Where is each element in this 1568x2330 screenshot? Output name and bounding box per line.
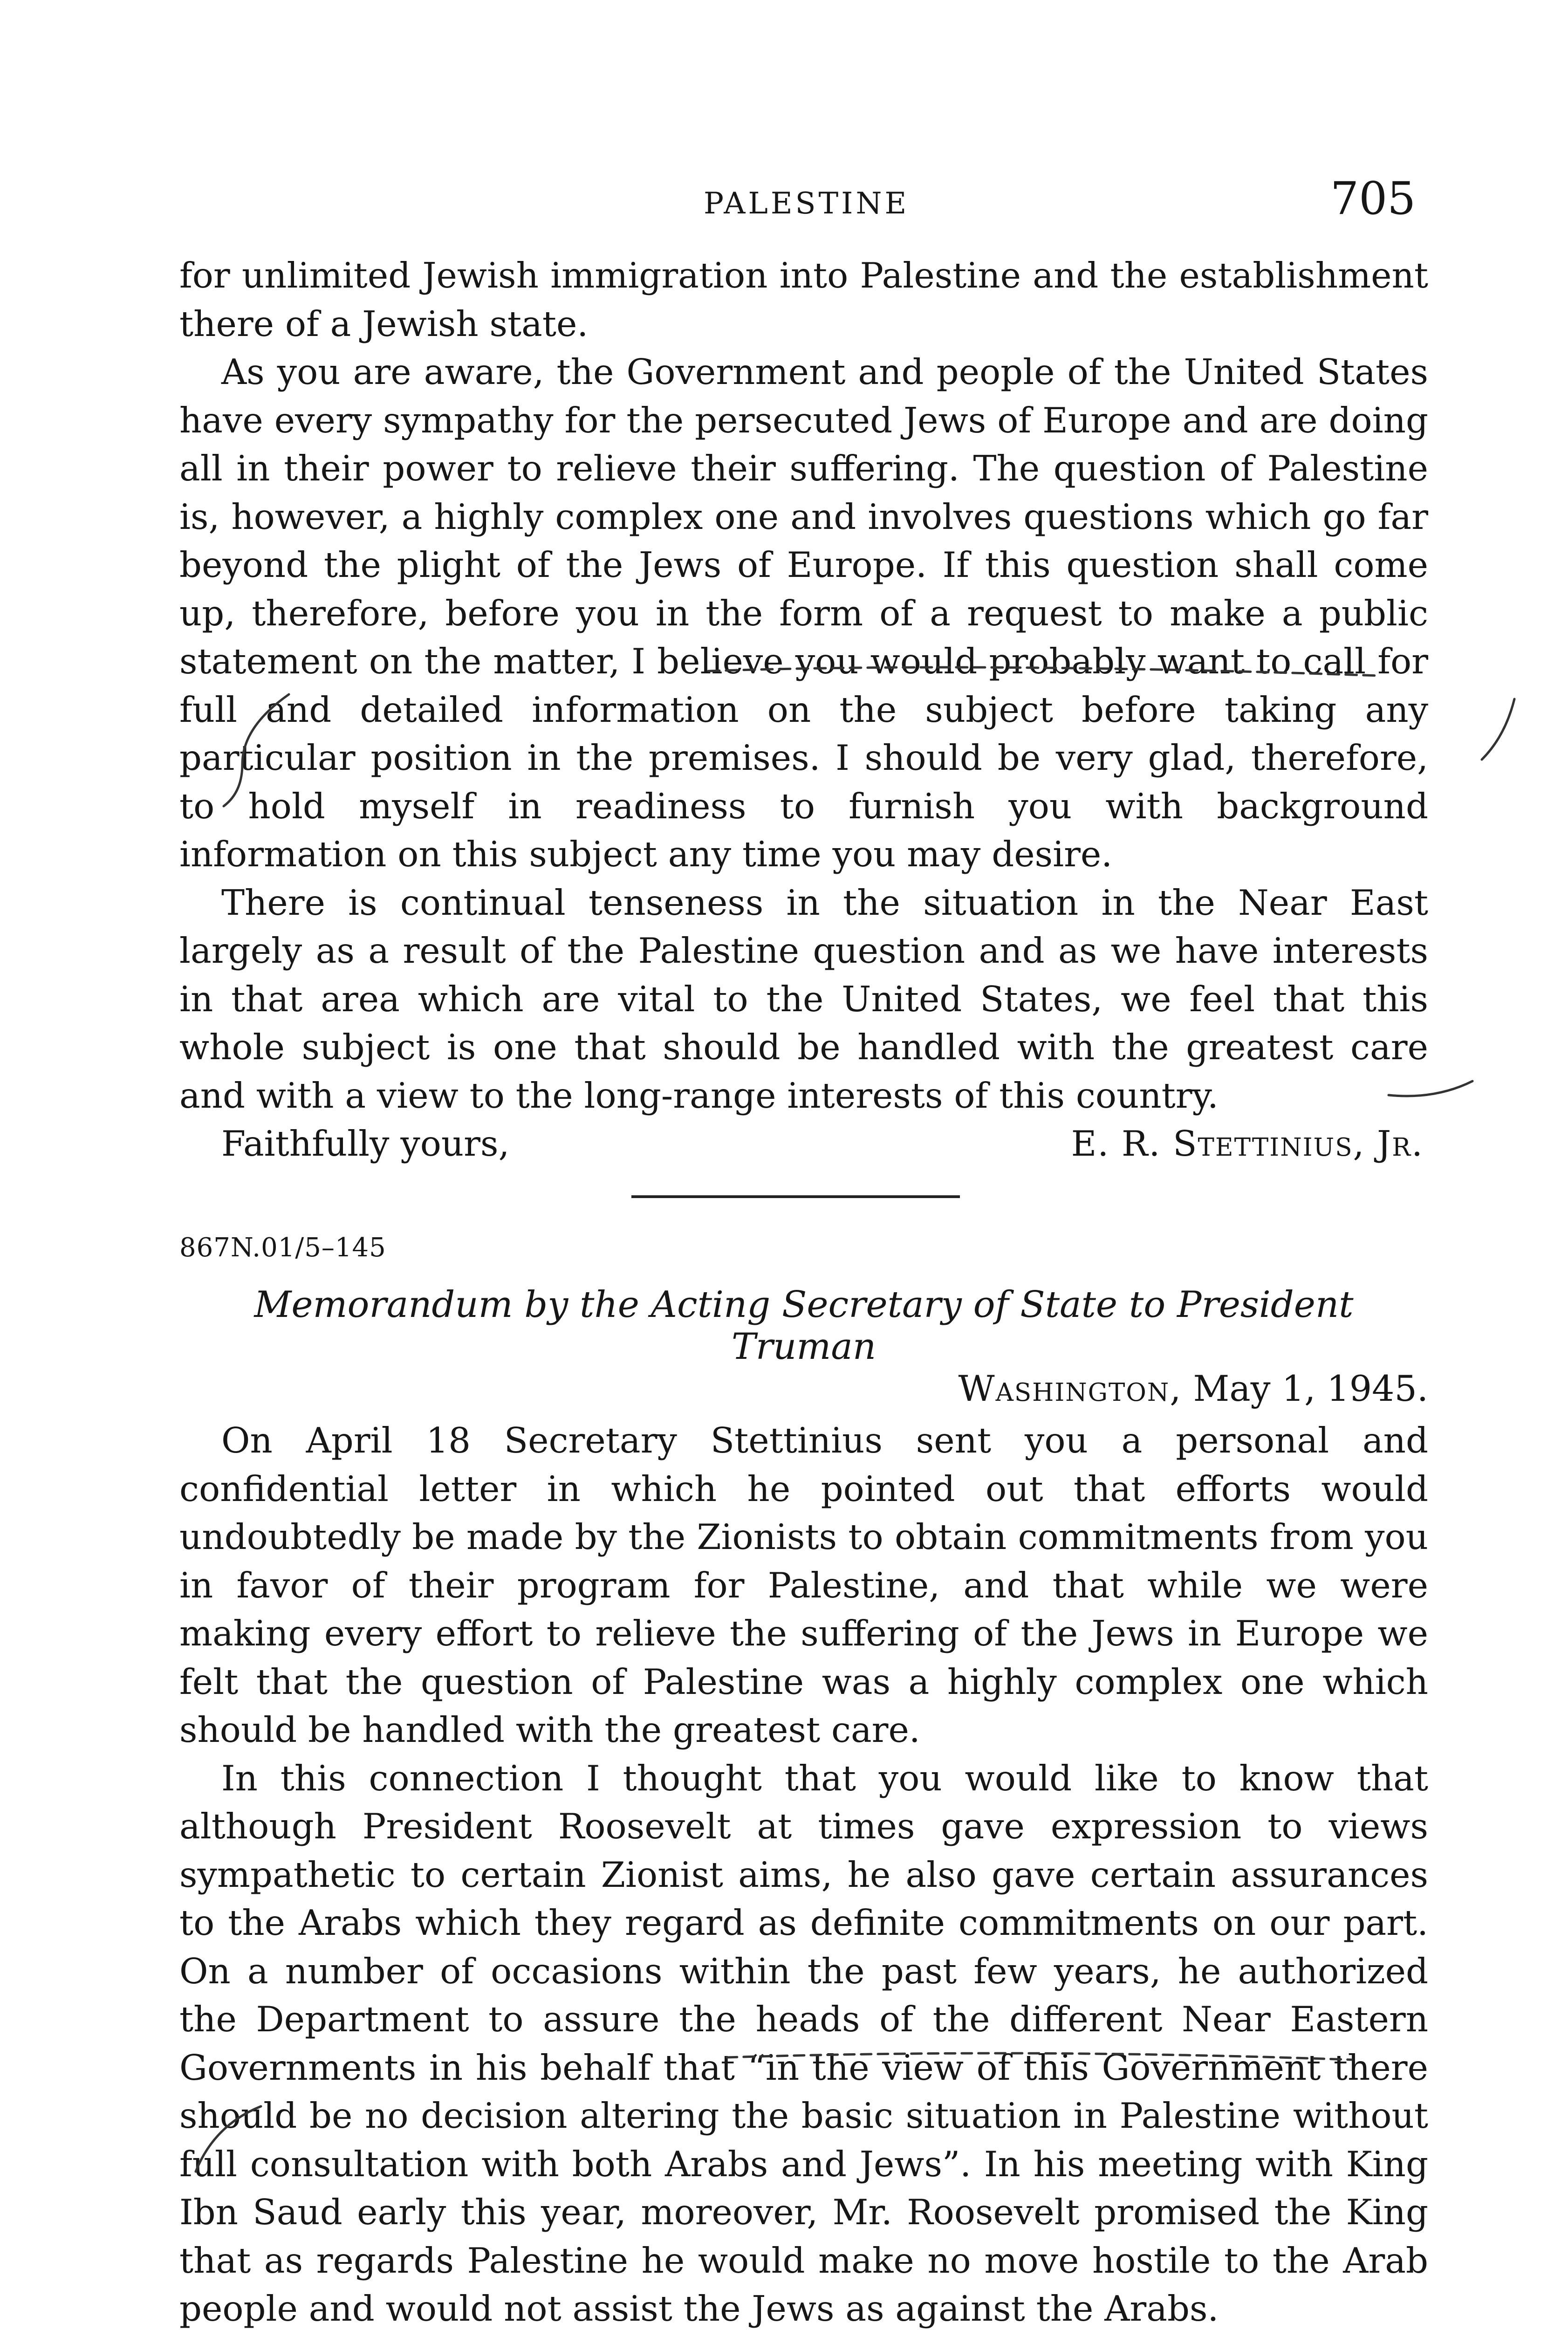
memo-title: Memorandum by the Acting Secretary of State to President Truman [254, 1284, 1354, 1368]
letter-paragraph-1: for unlimited Jewish immigration into Palestine and the establishment there of a Jewish state. [179, 255, 1428, 344]
memo-paragraph-1: On April 18 Secretary Stettinius sent you a personal and confidential letter in which he pointed out that efforts would undoubtedly be made by the Zionists to obtain commitments from you in favor of their program for Palestine, and that while we were making every effort to relieve the suffering of the Jews in Europe we felt that the question of Palestine was a highly complex one which should be handled with the greatest care. [179, 1420, 1428, 1750]
memo-body [179, 1417, 1428, 2330]
page-number: 705 [1330, 172, 1416, 225]
section-divider [631, 1195, 960, 1198]
complimentary-close: Faithfully yours, [221, 1123, 510, 1164]
running-head: PALESTINE [704, 186, 910, 221]
memo-paragraph-2: In this connection I thought that you would like to know that although President Roosevelt at times gave expression to views sympathetic to certain Zionist aims, he also gave certain assurances to the Arabs which they regard as definite commitments on our part. On a number of occasions within the past few years, he authorized the Department to assure the heads of the different Near Eastern Governments in his behalf that “in the view of this Government there should be no decision altering the basic situation in Palestine without full consultation with both Arabs and Jews”. In his meeting with King Ibn Saud early this year, moreover, Mr. Roosevelt promised the King that as regards Palestine he would make no move hostile to the Arab people and would not assist the Jews as against the Arabs. [179, 1757, 1428, 2329]
dateline-place: Washington, [958, 1368, 1182, 1409]
document-reference: 867N.01/5–145 [179, 1233, 386, 1263]
dateline-date: May 1, 1945. [1193, 1368, 1428, 1409]
letter-closing [179, 1120, 1428, 1168]
letter-paragraph-3: There is continual tenseness in the situation in the Near East largely as a result of the Palestine question and as we have interests in that area which are vital to the United States, we feel that this whole subject is one that should be handled with the greatest care and with a view to the long-range interests of this country. [179, 882, 1428, 1116]
letter-paragraph-2: As you are aware, the Government and people of the United States have every sympathy for the persecuted Jews of Europe and are doing all in their power to relieve their suffering. The question of Palestine is, however, a highly complex one and involves questions which go far beyond the plight of the Jews of Europe. If this question shall come up, therefore, before you in the form of a request to make a public statement on the matter, I believe you would probably want to call for full and detailed information on the subject before taking any particular position in the premises. I should be very glad, therefore, to hold myself in readiness to furnish you with background information on this subject any time you may desire. [179, 351, 1428, 875]
signature: E. R. Stettinius, Jr. [1071, 1123, 1424, 1164]
pencil-margin-mark [1482, 699, 1514, 760]
dateline [179, 1368, 1428, 1409]
letter-body [179, 252, 1428, 1168]
